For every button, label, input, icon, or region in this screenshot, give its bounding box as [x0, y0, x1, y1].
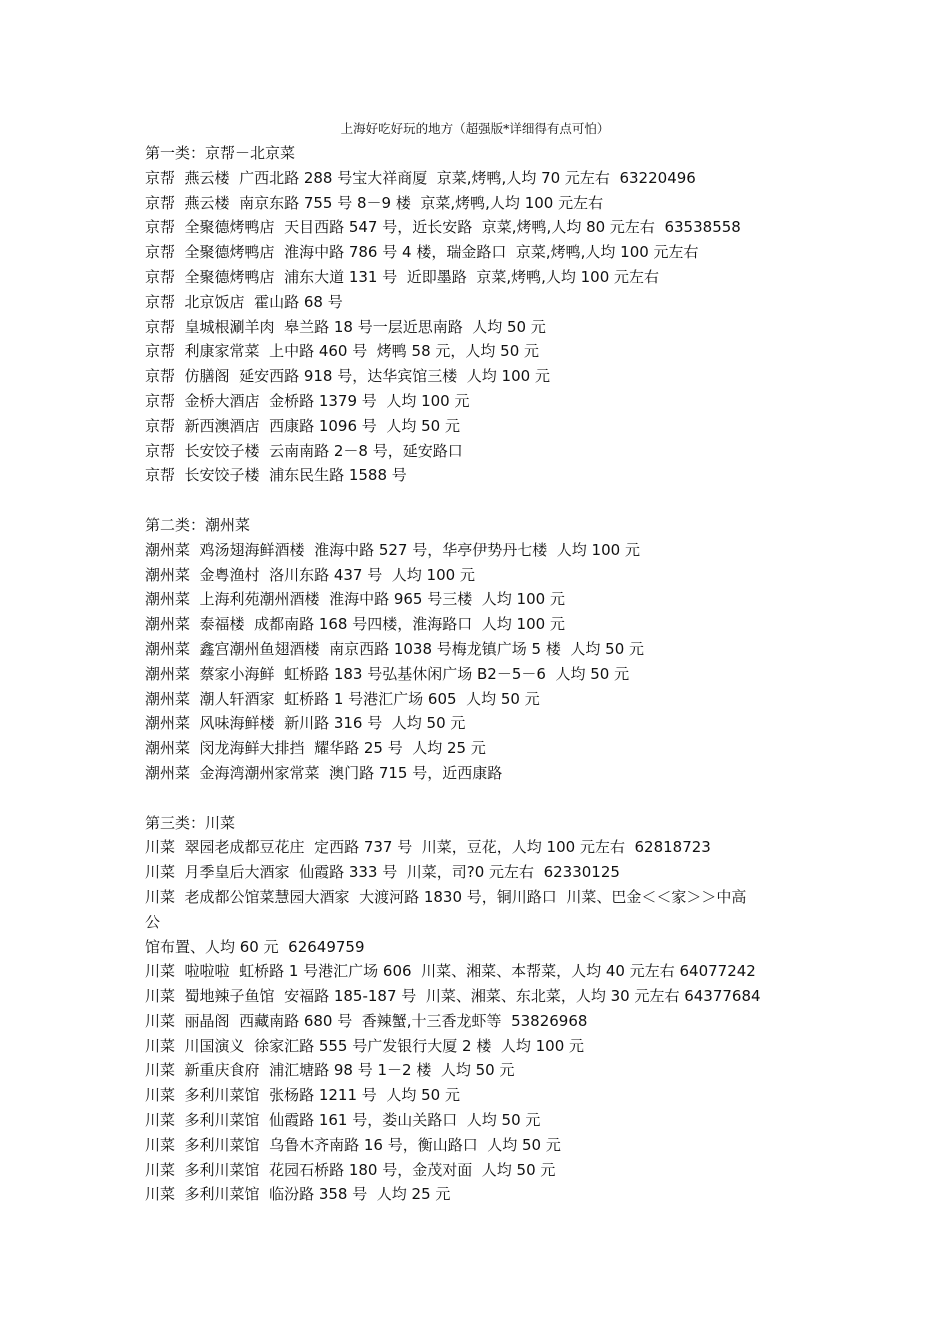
list-item: 潮州菜 金海湾潮州家常菜 澳门路 715 号，近西康路: [145, 763, 503, 782]
section-heading-sichuan: 第三类：川菜: [145, 813, 236, 832]
list-item: 川菜 川国演义 徐家汇路 555 号广发银行大厦 2 楼 人均 100 元: [145, 1036, 585, 1055]
list-item: 潮州菜 潮人轩酒家 虹桥路 1 号港汇广场 605 人均 50 元: [145, 689, 540, 708]
list-item: 川菜 月季皇后大酒家 仙霞路 333 号 川菜，司?0 元左右 62330125: [145, 863, 620, 882]
section-heading-beijing: 第一类：京帮－北京菜: [145, 144, 296, 162]
list-item: 潮州菜 鑫宫潮州鱼翅酒楼 南京西路 1038 号梅龙镇广场 5 楼 人均 50 元: [145, 639, 645, 658]
list-item: 京帮 北京饭店 霍山路 68 号: [145, 292, 343, 311]
list-item: 川菜 老成都公馆菜慧园大酒家 大渡河路 1830 号，铜川路口 川菜、巴金＜＜家＞＞中高: [145, 887, 747, 906]
list-item: 潮州菜 泰福楼 成都南路 168 号四楼，淮海路口 人均 100 元: [145, 615, 565, 634]
list-item: 公: [145, 912, 161, 931]
list-item: 川菜 多利川菜馆 临汾路 358 号 人均 25 元: [145, 1185, 451, 1204]
list-item: 川菜 蜀地辣子鱼馆 安福路 185-187 号 川菜、湘菜、东北菜，人均 30 元左右 64377684: [145, 987, 761, 1006]
list-item: 京帮 长安饺子楼 浦东民生路 1588 号: [145, 466, 407, 485]
list-item: 京帮 金桥大酒店 金桥路 1379 号 人均 100 元: [145, 391, 470, 410]
list-item: 京帮 长安饺子楼 云南南路 2－8 号，延安路口: [145, 441, 463, 460]
list-item: 潮州菜 上海利苑潮州酒楼 淮海中路 965 号三楼 人均 100 元: [145, 590, 565, 609]
list-item: 川菜 新重庆食府 浦汇塘路 98 号 1－2 楼 人均 50 元: [145, 1061, 515, 1080]
list-item: 川菜 丽晶阁 西藏南路 680 号 香辣蟹,十三香龙虾等 53826968: [145, 1011, 588, 1030]
list-item: 川菜 多利川菜馆 乌鲁木齐南路 16 号，衡山路口 人均 50 元: [145, 1135, 561, 1154]
list-item: 川菜 翠园老成都豆花庄 定西路 737 号 川菜，豆花，人均 100 元左右 62818723: [145, 838, 711, 857]
document-body: [145, 141, 815, 1207]
list-item: 京帮 全聚德烤鸭店 浦东大道 131 号 近即墨路 京菜,烤鸭,人均 100 元左右: [145, 267, 660, 286]
list-item: 京帮 新西澳酒店 西康路 1096 号 人均 50 元: [145, 416, 460, 435]
list-item: 京帮 全聚德烤鸭店 淮海中路 786 号 4 楼，瑞金路口 京菜,烤鸭,人均 100 元左右: [145, 243, 699, 262]
list-item: 潮州菜 闵龙海鲜大排挡 耀华路 25 号 人均 25 元: [145, 739, 486, 758]
list-item: 川菜 多利川菜馆 花园石桥路 180 号，金茂对面 人均 50 元: [145, 1160, 556, 1179]
section-spacer: [145, 786, 815, 811]
list-item: 川菜 多利川菜馆 张杨路 1211 号 人均 50 元: [145, 1086, 460, 1105]
list-item: 潮州菜 风味海鲜楼 新川路 316 号 人均 50 元: [145, 714, 466, 733]
list-item: 川菜 啦啦啦 虹桥路 1 号港汇广场 606 川菜、湘菜、本帮菜，人均 40 元左右 64077242: [145, 962, 756, 981]
list-item: 京帮 全聚德烤鸭店 天目西路 547 号，近长安路 京菜,烤鸭,人均 80 元左右 63538558: [145, 218, 741, 237]
list-item: 京帮 皇城根涮羊肉 皋兰路 18 号一层近思南路 人均 50 元: [145, 317, 546, 336]
list-item: 馆布置、人均 60 元 62649759: [145, 937, 365, 956]
list-item: 京帮 利康家常菜 上中路 460 号 烤鸭 58 元，人均 50 元: [145, 342, 540, 361]
section-heading-chaozhou: 第二类：潮州菜: [145, 515, 251, 534]
list-item: 潮州菜 鸡汤翅海鲜酒楼 淮海中路 527 号，华亭伊势丹七楼 人均 100 元: [145, 540, 640, 559]
list-item: 潮州菜 金粤渔村 洛川东路 437 号 人均 100 元: [145, 565, 475, 584]
section-spacer: [145, 488, 815, 513]
list-item: 京帮 燕云楼 南京东路 755 号 8－9 楼 京菜,烤鸭,人均 100 元左右: [145, 193, 604, 212]
list-item: 潮州菜 蔡家小海鲜 虹桥路 183 号弘基休闲广场 B2－5－6 人均 50 元: [145, 664, 630, 683]
list-item: 京帮 燕云楼 广西北路 288 号宝大祥商厦 京菜,烤鸭,人均 70 元左右 63220496: [145, 168, 696, 187]
list-item: 川菜 多利川菜馆 仙霞路 161 号，娄山关路口 人均 50 元: [145, 1111, 541, 1130]
list-item: 京帮 仿膳阁 延安西路 918 号，达华宾馆三楼 人均 100 元: [145, 367, 550, 386]
document-title: 上海好吃好玩的地方（超强版*详细得有点可怕）: [340, 121, 610, 136]
